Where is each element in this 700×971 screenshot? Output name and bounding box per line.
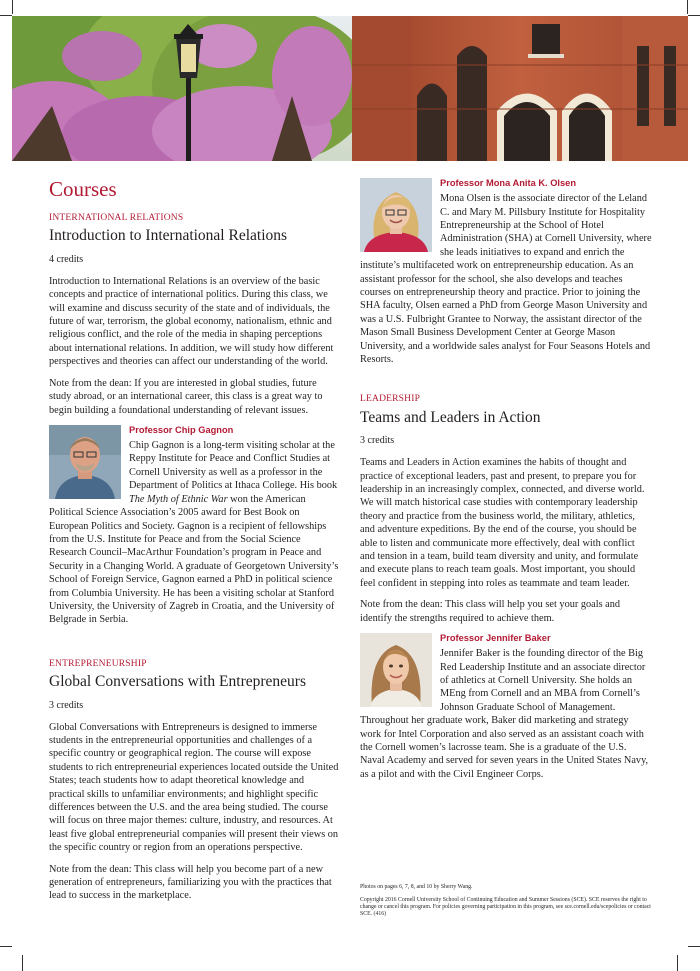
professor-bio — [49, 425, 339, 627]
copyright-notice: Copyright 2016 Cornell University School of Continuing Education and Summer Sessions (SCE). SCE reserves the right to change or cancel this program. For policies governing participation in this program, see sce.cornell.edu/scepolicies or contact SCE. (416) — [360, 897, 651, 917]
professor-bio — [360, 178, 652, 366]
page-title: Courses — [49, 177, 117, 201]
dean-note: Note from the dean: This class will help you become part of a new generation of entrepreneurs, familiarizing you with the practices that lead to success in the marketplace. — [49, 863, 332, 902]
course-international-relations — [49, 213, 339, 627]
professor-name: Professor Jennifer Baker — [440, 633, 551, 644]
course-leadership — [360, 394, 652, 781]
professor-bio-text: Chip Gagnon is a long-term visiting scholar at the Reppy Institute for Peace and Conflict Studies at Cornell University as well as a professor in the Department of Politics at Ithaca College. His book — [129, 440, 338, 492]
book-title: The Myth of Ethnic War — [129, 493, 228, 505]
crop-mark — [0, 946, 12, 947]
banner-photo — [12, 16, 688, 161]
professor-name: Professor Chip Gagnon — [129, 424, 234, 435]
professor-photo — [360, 178, 432, 252]
course-entrepreneurship — [49, 659, 339, 903]
course-description: Teams and Leaders in Action examines the habits of thought and practice of exceptional leaders, past and present, to prepare you for leadership in an increasingly complex, connected, and diverse world. We will match historical case studies with contemporary leadership theory and practice from the business world, the military, athletics, and adventure expeditions. By the end of the course, you should be able to listen and communicate more effectively, deal with conflict and tension in a team, build team diversity and unity, and formulate and execute plans to reach team goals. Most important, you should feel confident in stepping into roles as teammate and team leader. — [360, 457, 645, 589]
crop-mark — [0, 15, 12, 16]
right-column — [360, 178, 652, 789]
course-title: Introduction to International Relations — [49, 227, 288, 245]
professor-bio-text: Mona Olsen is the associate director of the Leland C. and Mary M. Pillsbury Institute for Hospitality Entrepreneurship at the School of Hotel Administration (SHA) at Cornell University, where she leads initiatives to expand and enrich the institute’s multifaceted work on entrepreneurship education. As an assistant professor for the school, she also develops and teaches courses on entrepreneurship theory and practice. Prior to joining the SHA faculty, Olsen earned a PhD from George Mason University and was a U.S. Fulbright Grantee to Norway, the assistant director of the Mason Small Business Development Center at George Mason University, and a worldwide sales analyst for Four Seasons Hotels and Resorts. — [360, 193, 652, 366]
course-category: INTERNATIONAL RELATIONS — [49, 213, 184, 224]
professor-photo — [360, 633, 432, 707]
professor-photo — [49, 425, 121, 499]
crop-mark — [677, 955, 678, 971]
footer — [360, 884, 660, 924]
course-category: ENTREPRENEURSHIP — [49, 658, 147, 669]
course-credits: 3 credits — [360, 435, 395, 447]
professor-bio-text: Jennifer Baker is the founding director of the Big Red Leadership Institute and an associate director of athletics at Cornell University. She holds an MEng from Cornell and an MBA from Cornell’s Johnson Graduate School of Management. Throughout her graduate work, Baker did marketing and strategy work for Intel Corporation and also served as an assistant coach with the Cornell women’s lacrosse team. She is a graduate of the U.S. Naval Academy and served for seven years in the United States Navy, as a pilot and with the Civil Engineer Corps. — [360, 648, 649, 780]
dean-note: Note from the dean: If you are interested in global studies, future study abroad, or an international career, this class is a great way to begin building a foundational understanding of relevant issues. — [49, 377, 323, 416]
crop-mark — [688, 946, 700, 947]
crop-mark — [687, 0, 688, 14]
photo-credit: Photos on pages 6, 7, 8, and 10 by Sherry Wang. — [360, 884, 473, 890]
course-description: Introduction to International Relations is an overview of the basic concepts and practice of international politics. During this class, we will examine and discuss security of the state and of individuals, the future of war, terrorism, the global economy, nationalism, ethnic and religious conflict, and the role of the media in shaping perceptions about international relations. In addition, we will study how different perspectives and theories can affect our understanding of the world. — [49, 275, 334, 368]
professor-bio-text: won the American Political Science Association’s 2005 award for Best Book on European Politics and Society. Gagnon is a recipient of fellowships from the U.S. Institute for Peace and from the Social Science Research Council–MacArthur Foundation’s program in Peace and Security in a Changing World. A graduate of Georgetown University’s School of Foreign Service, Gagnon earned a PhD in political science from Columbia University. He has been a visiting scholar at Stanford University, the University of Zagreb in Croatia, and the University of Belgrade in Serbia. — [49, 493, 339, 626]
course-description: Global Conversations with Entrepreneurs is designed to immerse students in the entrepreneurial opportunities and challenges of a specific country or geographical region. The course will expose students to rich entrepreneurial experiences located outside the United States; teach students how to adapt theoretical knowledge and practical skills to unfamiliar environments; and highlight specific differences between the U.S. and the area being studied. The course will focus on three major themes: culture, industry, and resources. At least five global entrepreneurial companies will present their views on the specific country or region from an operations perspective. — [49, 721, 339, 854]
professor-bio — [360, 633, 652, 781]
course-title: Teams and Leaders in Action — [360, 408, 541, 426]
crop-mark — [688, 15, 700, 16]
course-category: LEADERSHIP — [360, 394, 421, 405]
dean-note: Note from the dean: This class will help you set your goals and identify the strengths required to achieve them. — [360, 599, 621, 624]
course-credits: 3 credits — [49, 699, 84, 711]
left-column — [49, 178, 339, 911]
crop-mark — [12, 0, 13, 14]
brick-building-icon — [352, 16, 688, 161]
professor-name: Professor Mona Anita K. Olsen — [440, 178, 577, 188]
course-credits: 4 credits — [49, 253, 84, 265]
crop-mark — [22, 955, 23, 971]
course-title: Global Conversations with Entrepreneurs — [49, 673, 306, 691]
